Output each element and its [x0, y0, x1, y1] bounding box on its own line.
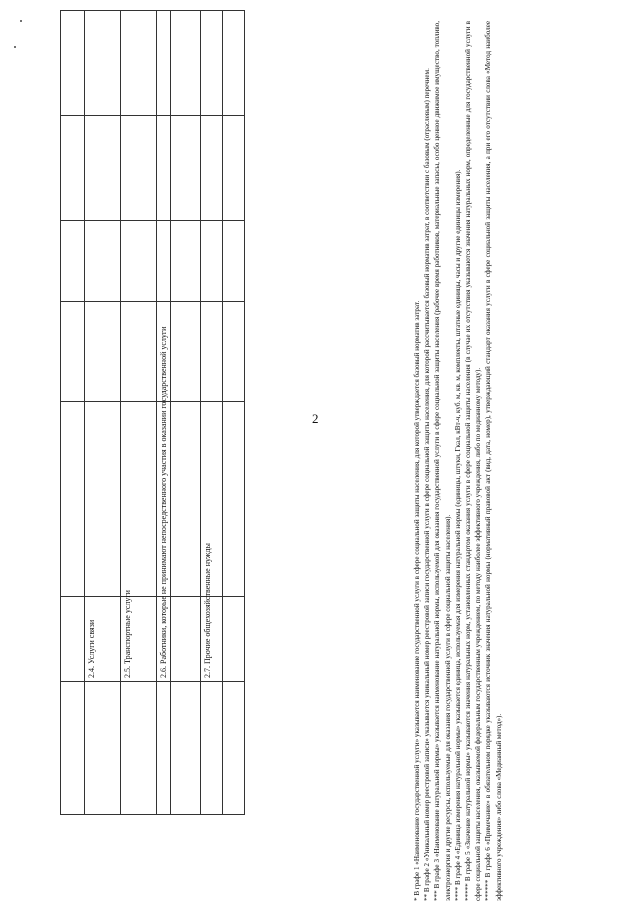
footnote: ** В графе 2 «Уникальный номер реестровой записи» указывается уникальный номер реестровой записи государственной услуги в сфере социальной защиты населения, для которой рассчитывается базовый норматив затрат, в соответствии с базовым (отраслевым) перечнем. — [423, 68, 432, 901]
table-row-label: 2.7. Прочие общехозяйственные нужды — [203, 543, 212, 678]
footnote: ****** В графе 6 «Примечание» в обязательном порядке указываются источник значения натуральной нормы (нормативный правовой акт (вид, дата, номер), утверждающий стандарт оказания услуги в сфере социальной защиты населения, а при его отсутствии слова «Метод наиболее эффективного учреждения» либо слова «Медианный метод»). — [484, 21, 503, 901]
table-rule — [200, 10, 201, 815]
table-rule — [222, 10, 223, 815]
table-column-rule — [60, 401, 245, 402]
footnote: ***** В графе 5 «Значение натуральной нормы» указываются значения натуральных норм, установленных стандартом оказания услуги в сфере социальной защиты населения (в случае их отсутствия указываются значения натуральных норм, определенные для государственной услуги в сфере социальной защиты населения, оказываемой федеральным государственным учреждением, по методу наиболее эффективного учреждения, либо по медианному методу). — [464, 21, 483, 901]
table-rule — [120, 10, 121, 815]
table-rule — [84, 10, 85, 815]
table-row-label: 2.4. Услуги связи — [87, 619, 96, 678]
norms-table — [60, 10, 245, 815]
footnote: * В графе 1 «Наименование государственной услуги» указывается наименование государственной услуги в сфере социальной защиты населения, для которой утверждается базовый норматив затрат. — [413, 300, 421, 901]
footnotes — [412, 21, 504, 901]
table-rule — [170, 10, 171, 815]
table-row-label: 2.5. Транспортные услуги — [123, 590, 132, 678]
table-border-top — [60, 10, 61, 815]
page-number: 2 — [312, 411, 319, 426]
table-column-rule — [60, 596, 245, 597]
table-border-right — [60, 10, 245, 11]
table-row-label: 2.6. Работники, которые не принимают непосредственного участия в оказании государственной услуги — [159, 326, 168, 678]
table-border-bottom — [244, 10, 245, 815]
table-column-rule — [60, 220, 245, 221]
footnote: *** В графе 3 «Наименование натуральной нормы» указывается наименование натуральной нормы, используемой для оказания государственной услуги в сфере социальной защиты населения (рабочее время работников, материальные запасы, особо ценное движимое имущество, топливо, электроэнергия и другие ресурсы, используемые для оказания государственной услуги в сфере социальной защиты населения). — [433, 21, 452, 901]
table-column-rule — [60, 115, 245, 116]
footnote: **** В графе 4 «Единица измерения натуральной нормы» указывается единица, используемая для измерения натуральной нормы (единицы, штуки, Гкал, кВт-ч, куб. м, кв. м, комплекты, штатные единицы, часы и другие единицы измерения). — [453, 169, 462, 901]
table-rule — [156, 10, 157, 815]
table-border-left — [60, 814, 245, 815]
table-column-rule — [60, 681, 245, 682]
table-column-rule — [60, 301, 245, 302]
